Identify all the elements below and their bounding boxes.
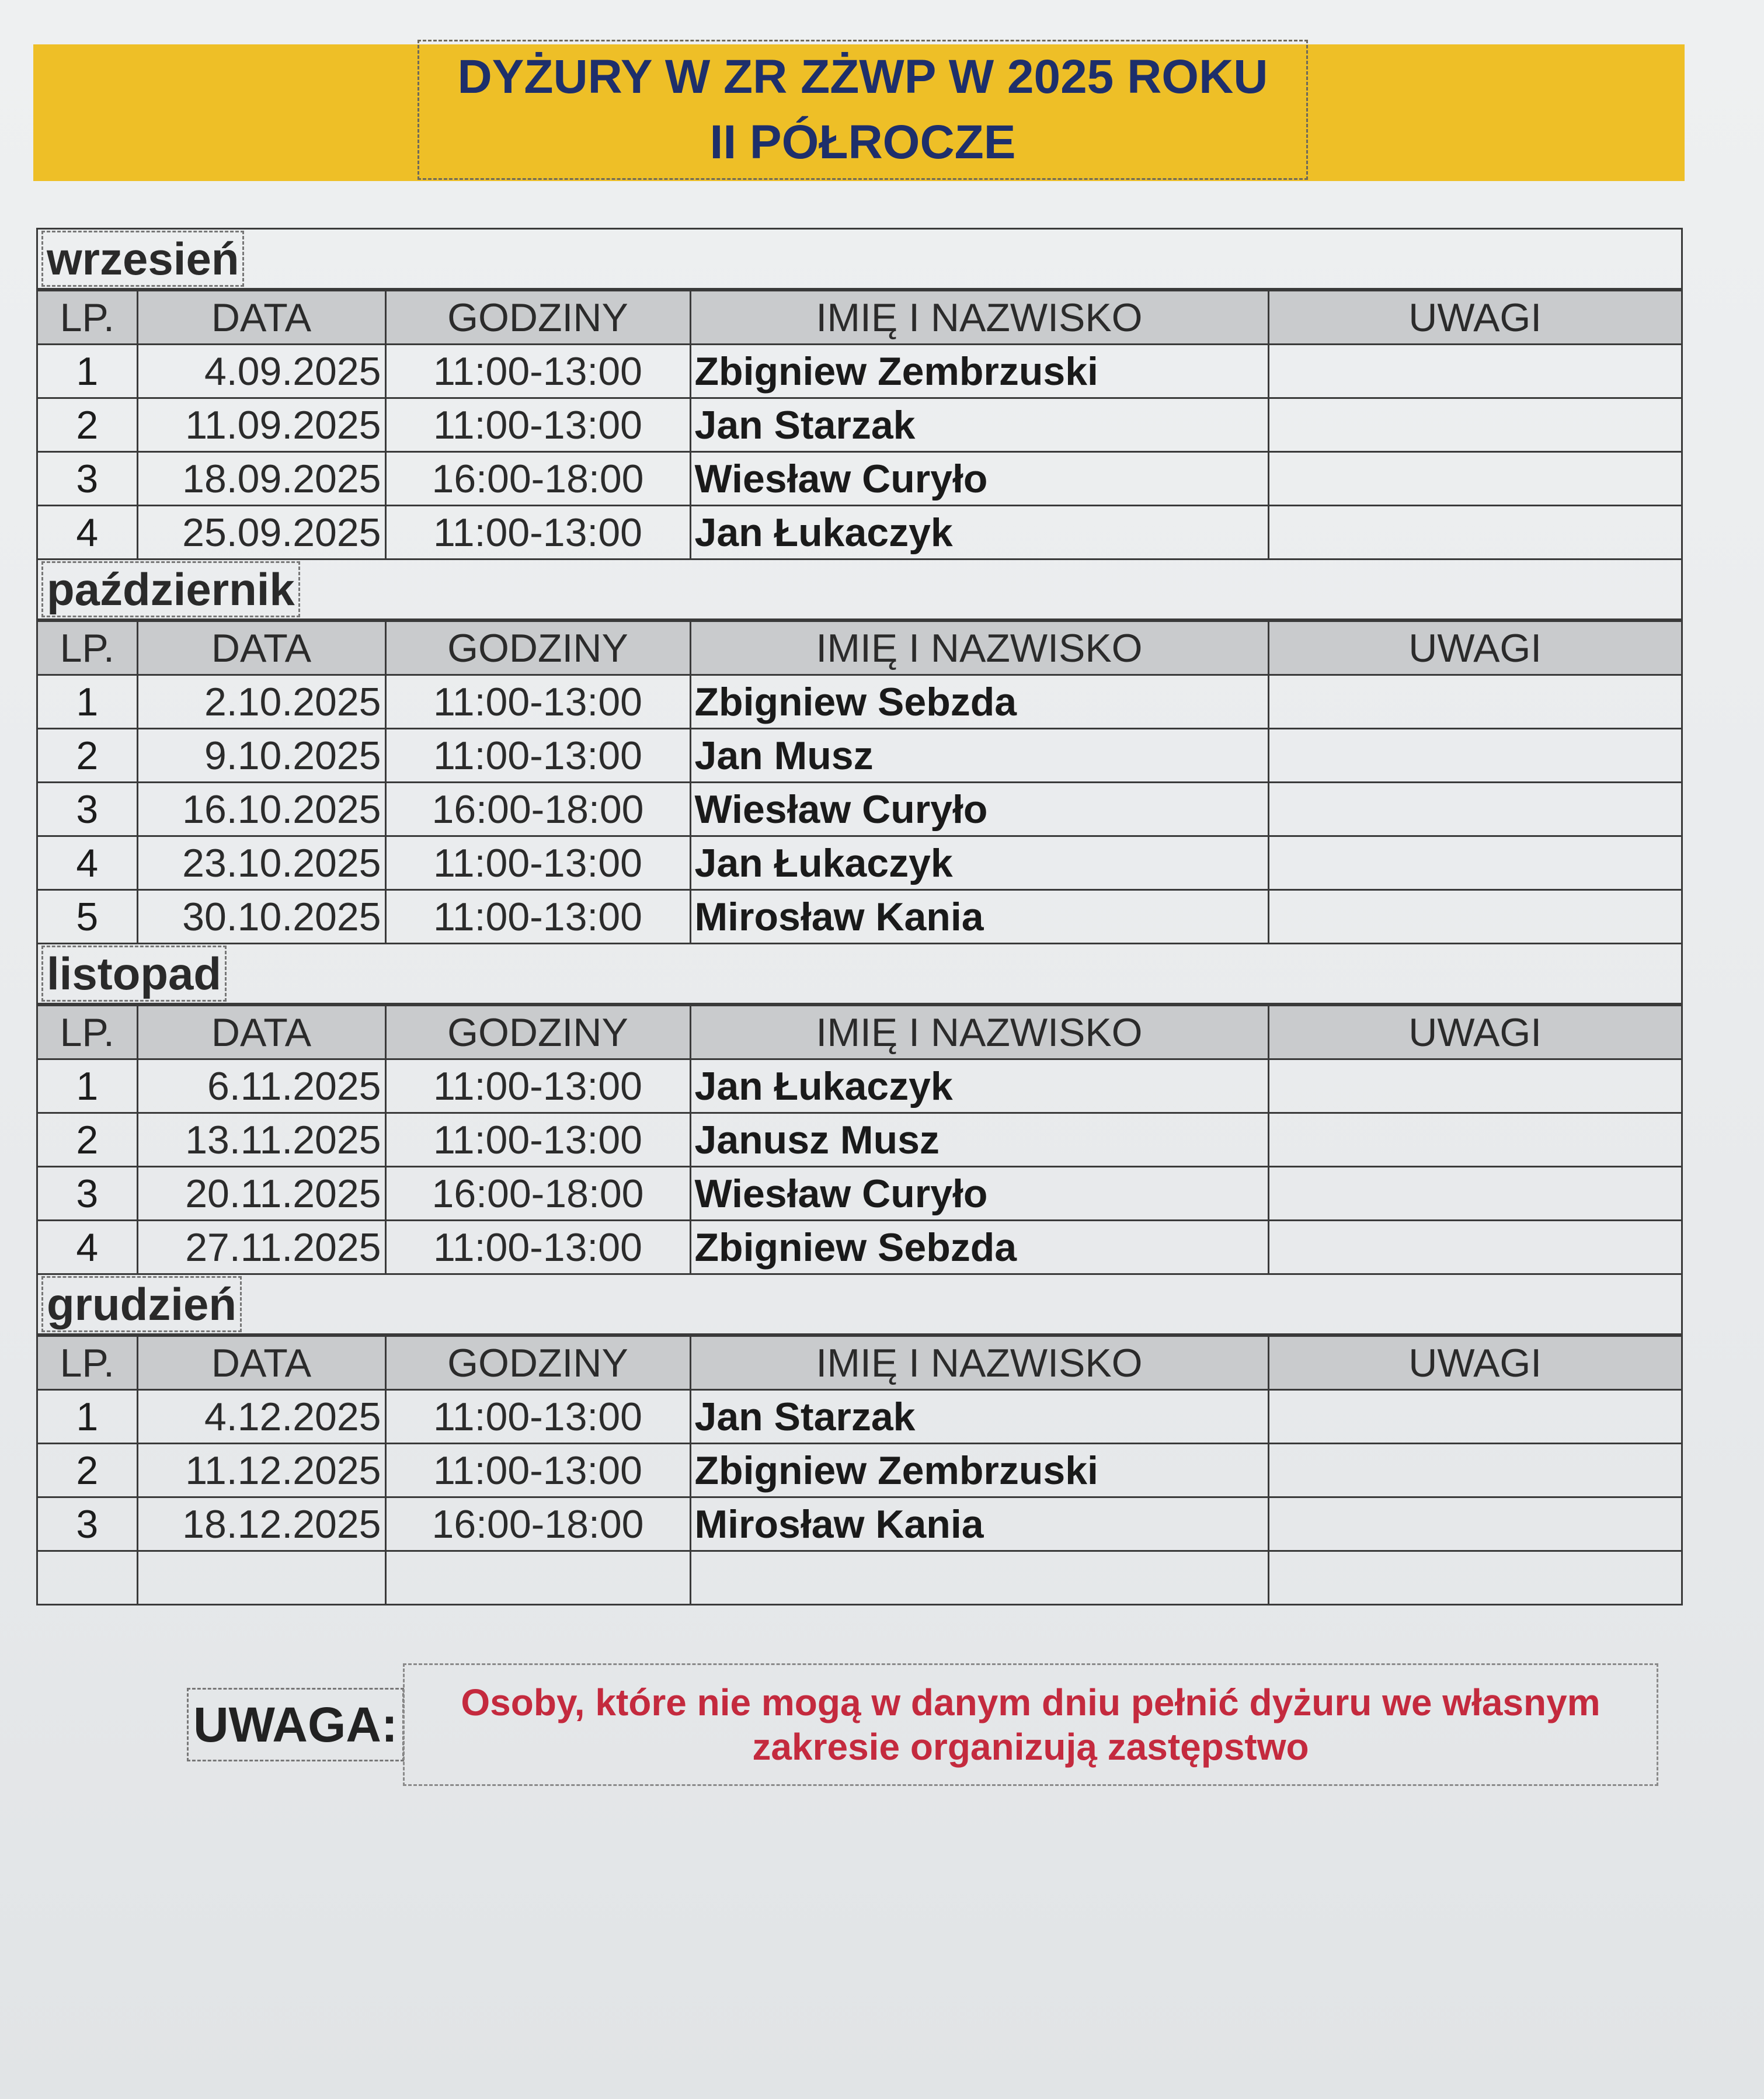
- table-row: [38, 729, 1681, 783]
- month-section: [36, 943, 1683, 1273]
- cell-name[interactable]: Jan Łukaczyk: [690, 836, 1268, 890]
- month-name[interactable]: listopad: [41, 946, 227, 1002]
- cell-date[interactable]: 18.09.2025: [137, 452, 385, 506]
- cell-notes[interactable]: [1268, 1059, 1681, 1113]
- cell-lp[interactable]: 3: [38, 452, 137, 506]
- cell-date[interactable]: 18.12.2025: [137, 1497, 385, 1551]
- cell-lp[interactable]: 2: [38, 1444, 137, 1497]
- column-header-notes[interactable]: UWAGI: [1268, 291, 1681, 345]
- cell-date[interactable]: 4.09.2025: [137, 345, 385, 398]
- cell-name[interactable]: Zbigniew Sebzda: [690, 1221, 1268, 1274]
- cell-date[interactable]: 9.10.2025: [137, 729, 385, 783]
- table-row: [38, 1167, 1681, 1221]
- cell-notes[interactable]: [1268, 729, 1681, 783]
- cell-name[interactable]: Jan Łukaczyk: [690, 506, 1268, 559]
- cell-date[interactable]: [137, 1551, 385, 1604]
- month-section: [36, 1273, 1683, 1605]
- cell-notes[interactable]: [1268, 452, 1681, 506]
- cell-notes[interactable]: [1268, 345, 1681, 398]
- cell-lp[interactable]: 5: [38, 890, 137, 943]
- table-row: [38, 836, 1681, 890]
- cell-hours[interactable]: 11:00-13:00: [385, 1113, 690, 1167]
- cell-name[interactable]: Zbigniew Zembrzuski: [690, 1444, 1268, 1497]
- column-header-date[interactable]: DATA: [137, 1006, 385, 1059]
- table-row: [38, 506, 1681, 559]
- cell-name[interactable]: Zbigniew Sebzda: [690, 675, 1268, 729]
- cell-hours[interactable]: 11:00-13:00: [385, 1059, 690, 1113]
- document-title: DYŻURY W ZR ZŻWP W 2025 ROKU: [457, 50, 1268, 103]
- note-text-line-1: Osoby, które nie mogą w danym dniu pełnić dyżuru we własnym: [461, 1681, 1601, 1723]
- cell-hours[interactable]: 11:00-13:00: [385, 729, 690, 783]
- cell-lp[interactable]: 4: [38, 1221, 137, 1274]
- table-header-row: [38, 1006, 1681, 1059]
- table-row: [38, 890, 1681, 943]
- cell-lp[interactable]: 3: [38, 1497, 137, 1551]
- cell-hours[interactable]: 11:00-13:00: [385, 1221, 690, 1274]
- table-row: [38, 1059, 1681, 1113]
- cell-hours[interactable]: [385, 1551, 690, 1604]
- cell-date[interactable]: 11.12.2025: [137, 1444, 385, 1497]
- cell-date[interactable]: 4.12.2025: [137, 1390, 385, 1444]
- table-row: [38, 1497, 1681, 1551]
- cell-hours[interactable]: 11:00-13:00: [385, 890, 690, 943]
- cell-date[interactable]: 23.10.2025: [137, 836, 385, 890]
- column-header-hours[interactable]: GODZINY: [385, 1006, 690, 1059]
- cell-date[interactable]: 25.09.2025: [137, 506, 385, 559]
- column-header-hours[interactable]: GODZINY: [385, 621, 690, 675]
- month-heading: [38, 944, 1681, 1005]
- cell-notes[interactable]: [1268, 1551, 1681, 1604]
- cell-date[interactable]: 30.10.2025: [137, 890, 385, 943]
- cell-lp[interactable]: 2: [38, 729, 137, 783]
- cell-name[interactable]: Mirosław Kania: [690, 1497, 1268, 1551]
- cell-date[interactable]: 6.11.2025: [137, 1059, 385, 1113]
- cell-date[interactable]: 13.11.2025: [137, 1113, 385, 1167]
- cell-name[interactable]: Wiesław Curyło: [690, 1167, 1268, 1221]
- column-header-date[interactable]: DATA: [137, 1336, 385, 1390]
- cell-notes[interactable]: [1268, 675, 1681, 729]
- cell-name[interactable]: Wiesław Curyło: [690, 452, 1268, 506]
- cell-hours[interactable]: 11:00-13:00: [385, 836, 690, 890]
- table-row: [38, 345, 1681, 398]
- cell-lp[interactable]: 1: [38, 345, 137, 398]
- cell-name[interactable]: Jan Starzak: [690, 1390, 1268, 1444]
- cell-notes[interactable]: [1268, 783, 1681, 836]
- cell-name[interactable]: Jan Musz: [690, 729, 1268, 783]
- column-header-lp[interactable]: LP.: [38, 1336, 137, 1390]
- cell-lp[interactable]: [38, 1551, 137, 1604]
- month-table: [38, 1335, 1681, 1604]
- cell-notes[interactable]: [1268, 1221, 1681, 1274]
- cell-hours[interactable]: 16:00-18:00: [385, 783, 690, 836]
- month-section: [36, 228, 1683, 558]
- month-heading: [38, 1275, 1681, 1335]
- month-section: [36, 558, 1683, 943]
- cell-notes[interactable]: [1268, 1497, 1681, 1551]
- month-table: [38, 1005, 1681, 1273]
- cell-name[interactable]: Jan Łukaczyk: [690, 1059, 1268, 1113]
- table-row: [38, 1221, 1681, 1274]
- column-header-lp[interactable]: LP.: [38, 621, 137, 675]
- title-text-box[interactable]: [417, 40, 1308, 180]
- cell-notes[interactable]: [1268, 1167, 1681, 1221]
- table-header-row: [38, 621, 1681, 675]
- document-subtitle: II PÓŁROCZE: [709, 116, 1016, 169]
- table-row: [38, 398, 1681, 452]
- cell-notes[interactable]: [1268, 890, 1681, 943]
- table-row: [38, 1113, 1681, 1167]
- column-header-name[interactable]: IMIĘ I NAZWISKO: [690, 291, 1268, 345]
- table-header-row: [38, 1336, 1681, 1390]
- table-row: [38, 452, 1681, 506]
- cell-hours[interactable]: 11:00-13:00: [385, 398, 690, 452]
- table-row: [38, 1390, 1681, 1444]
- cell-notes[interactable]: [1268, 506, 1681, 559]
- table-row: [38, 783, 1681, 836]
- cell-notes[interactable]: [1268, 836, 1681, 890]
- cell-name[interactable]: [690, 1551, 1268, 1604]
- column-header-notes[interactable]: UWAGI: [1268, 1336, 1681, 1390]
- table-row: [38, 1444, 1681, 1497]
- month-table: [38, 290, 1681, 558]
- note-text-box[interactable]: [403, 1663, 1658, 1786]
- cell-date[interactable]: 27.11.2025: [137, 1221, 385, 1274]
- month-name[interactable]: wrzesień: [41, 231, 244, 287]
- cell-lp[interactable]: 2: [38, 1113, 137, 1167]
- cell-hours[interactable]: 11:00-13:00: [385, 345, 690, 398]
- cell-notes[interactable]: [1268, 1113, 1681, 1167]
- cell-date[interactable]: 2.10.2025: [137, 675, 385, 729]
- cell-name[interactable]: Mirosław Kania: [690, 890, 1268, 943]
- note-label[interactable]: UWAGA:: [187, 1688, 404, 1761]
- note-text-line-2: zakresie organizują zastępstwo: [752, 1726, 1309, 1768]
- cell-name[interactable]: Zbigniew Zembrzuski: [690, 345, 1268, 398]
- table-header-row: [38, 291, 1681, 345]
- column-header-name[interactable]: IMIĘ I NAZWISKO: [690, 1006, 1268, 1059]
- cell-hours[interactable]: 11:00-13:00: [385, 1444, 690, 1497]
- column-header-name[interactable]: IMIĘ I NAZWISKO: [690, 1336, 1268, 1390]
- cell-lp[interactable]: 1: [38, 1059, 137, 1113]
- cell-date[interactable]: 16.10.2025: [137, 783, 385, 836]
- cell-hours[interactable]: 11:00-13:00: [385, 506, 690, 559]
- cell-hours[interactable]: 16:00-18:00: [385, 1497, 690, 1551]
- month-table: [38, 620, 1681, 943]
- duty-schedule: [36, 228, 1683, 1605]
- cell-lp[interactable]: 4: [38, 506, 137, 559]
- cell-lp[interactable]: 4: [38, 836, 137, 890]
- cell-notes[interactable]: [1268, 1444, 1681, 1497]
- cell-hours[interactable]: 16:00-18:00: [385, 452, 690, 506]
- month-name[interactable]: październik: [41, 561, 300, 617]
- column-header-date[interactable]: DATA: [137, 291, 385, 345]
- cell-hours[interactable]: 16:00-18:00: [385, 1167, 690, 1221]
- cell-hours[interactable]: 11:00-13:00: [385, 675, 690, 729]
- cell-date[interactable]: 11.09.2025: [137, 398, 385, 452]
- column-header-name[interactable]: IMIĘ I NAZWISKO: [690, 621, 1268, 675]
- cell-lp[interactable]: 1: [38, 675, 137, 729]
- column-header-date[interactable]: DATA: [137, 621, 385, 675]
- cell-name[interactable]: Wiesław Curyło: [690, 783, 1268, 836]
- month-heading: [38, 560, 1681, 620]
- column-header-lp[interactable]: LP.: [38, 291, 137, 345]
- column-header-hours[interactable]: GODZINY: [385, 291, 690, 345]
- cell-name[interactable]: Jan Starzak: [690, 398, 1268, 452]
- cell-lp[interactable]: 3: [38, 1167, 137, 1221]
- table-row: [38, 1551, 1681, 1604]
- month-heading: [38, 230, 1681, 290]
- cell-lp[interactable]: 1: [38, 1390, 137, 1444]
- cell-name[interactable]: Janusz Musz: [690, 1113, 1268, 1167]
- cell-hours[interactable]: 11:00-13:00: [385, 1390, 690, 1444]
- column-header-notes[interactable]: UWAGI: [1268, 1006, 1681, 1059]
- column-header-lp[interactable]: LP.: [38, 1006, 137, 1059]
- column-header-notes[interactable]: UWAGI: [1268, 621, 1681, 675]
- month-name[interactable]: grudzień: [41, 1276, 242, 1332]
- cell-lp[interactable]: 2: [38, 398, 137, 452]
- cell-lp[interactable]: 3: [38, 783, 137, 836]
- cell-notes[interactable]: [1268, 1390, 1681, 1444]
- table-row: [38, 675, 1681, 729]
- cell-date[interactable]: 20.11.2025: [137, 1167, 385, 1221]
- cell-notes[interactable]: [1268, 398, 1681, 452]
- column-header-hours[interactable]: GODZINY: [385, 1336, 690, 1390]
